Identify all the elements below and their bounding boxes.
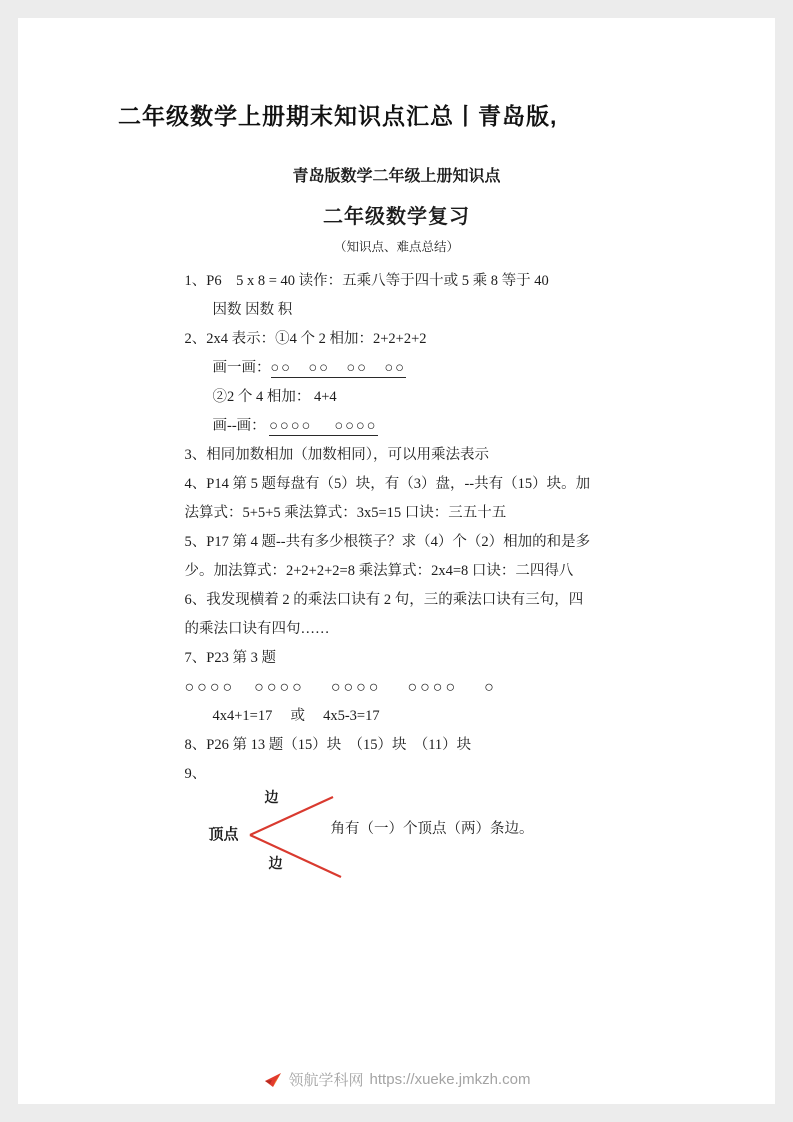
text-line: 4、P14 第 5 题每盘有（5）块，有（3）盘，--共有（15）块。加 — [184, 476, 591, 492]
doc-body — [185, 267, 609, 891]
text-line — [185, 354, 609, 383]
angle-diagram — [185, 791, 609, 891]
text-line: 因数 因数 积 — [212, 302, 293, 318]
circle-group-underlined: ○○○○ ○○○○ — [269, 418, 378, 434]
circle-group-underlined: ○○ ○○ ○○ ○○ — [270, 360, 407, 376]
circle-row: ○○○○ ○○○○ ○○○○ ○○○○ ○ — [184, 679, 497, 696]
doc-subheading: （知识点、难点总结） — [333, 240, 459, 254]
text-line: 6、我发现横着 2 的乘法口诀有 2 句，三的乘法口诀有三句，四 — [184, 592, 584, 608]
edge-top-label: 边 — [264, 791, 279, 806]
text-line: 7、P23 第 3 题 — [184, 650, 276, 666]
site-logo-icon — [263, 1070, 283, 1090]
footer-url-link[interactable]: https://xueke.jmkzh.com — [369, 1071, 531, 1088]
text-line — [185, 412, 609, 441]
footer — [18, 1069, 775, 1090]
doc-heading: 二年级数学复习 — [323, 206, 470, 228]
text-line: 4x4+1=17 或 4x5-3=17 — [212, 708, 380, 724]
text-line: 1、P6 5 x 8 = 40 读作：五乘八等于四十或 5 乘 8 等于 40 — [184, 273, 549, 289]
document-page — [18, 18, 775, 1104]
footer-site-name: 领航学科网 — [288, 1072, 364, 1089]
text-line: 法算式：5+5+5 乘法算式：3x5=15 口诀：三五十五 — [184, 505, 507, 521]
doc-title: 二年级数学上册期末知识点汇总丨青岛版, — [118, 103, 558, 129]
angle-caption: 角有（一）个顶点（两）条边。 — [330, 821, 534, 837]
angle-lines-drawing — [249, 795, 345, 881]
draw-prompt: 画一画： — [212, 360, 271, 376]
text-line: 8、P26 第 13 题（15）块 （15）块 （11）块 — [184, 737, 472, 753]
draw-prompt: 画--画： — [212, 418, 270, 434]
text-line: 9、 — [184, 766, 207, 782]
text-line: 2、2x4 表示：①4 个 2 相加：2+2+2+2 — [184, 331, 427, 347]
text-line: 5、P17 第 4 题--共有多少根筷子？求（4）个（2）相加的和是多 — [184, 534, 591, 550]
text-line: 的乘法口诀有四句…… — [184, 621, 330, 637]
edge-bottom-label: 边 — [268, 857, 283, 872]
vertex-label: 顶点 — [208, 827, 239, 843]
text-line: ②2 个 4 相加： 4+4 — [212, 389, 337, 405]
text-line: 3、相同加数相加（加数相同），可以用乘法表示 — [184, 447, 489, 463]
text-line: 少。加法算式：2+2+2+2=8 乘法算式：2x4=8 口诀：二四得八 — [184, 563, 574, 579]
doc-subtitle: 青岛版数学二年级上册知识点 — [292, 168, 501, 185]
doc-headings — [18, 163, 775, 255]
